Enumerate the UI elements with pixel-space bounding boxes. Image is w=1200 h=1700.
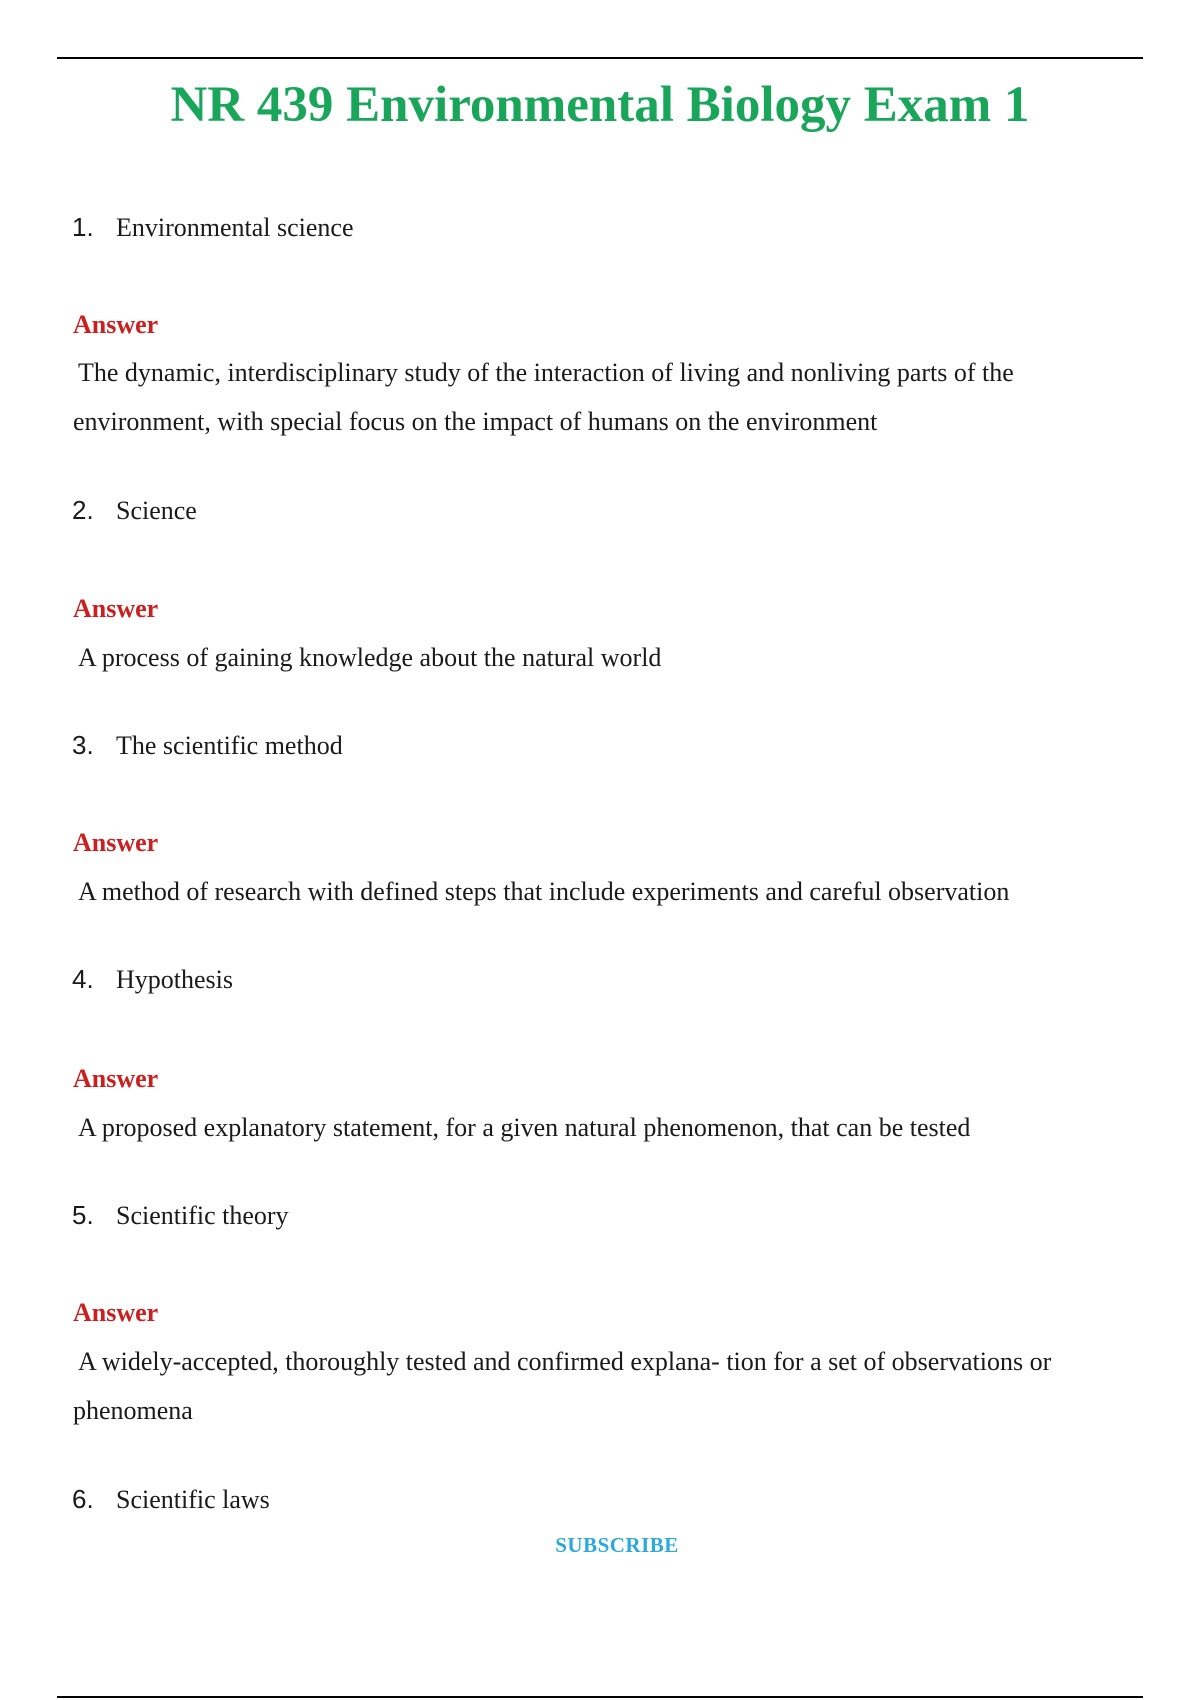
answer-label: Answer [73, 828, 159, 857]
answer-label: Answer [73, 594, 159, 623]
answer-label: Answer [73, 1064, 159, 1093]
page-title: NR 439 Environmental Biology Exam 1 [170, 77, 1030, 133]
question-term: Science [116, 496, 197, 525]
question-item-6 [72, 1482, 270, 1517]
question-number: 1. [72, 212, 94, 242]
question-item-4 [72, 962, 233, 997]
question-item-3 [72, 728, 343, 763]
subscribe-link[interactable]: SUBSCRIBE [555, 1533, 679, 1557]
answer-text: A method of research with defined steps that include experiments and careful observation [78, 877, 1010, 906]
question-term: Scientific theory [116, 1201, 289, 1230]
answer-text: A proposed explanatory statement, for a given natural phenomenon, that can be tested [78, 1113, 971, 1142]
question-term: The scientific method [116, 731, 343, 760]
bottom-divider [57, 1696, 1143, 1698]
answer-text: A widely-accepted, thoroughly tested and confirmed explana- tion for a set of observations or phenomena [73, 1347, 1052, 1425]
question-item-1 [72, 210, 354, 245]
answer-text: A process of gaining knowledge about the natural world [78, 643, 662, 672]
question-number: 2. [72, 495, 94, 525]
question-item-5 [72, 1198, 289, 1233]
question-number: 4. [72, 964, 94, 994]
answer-label: Answer [73, 310, 159, 339]
question-item-2 [72, 493, 197, 528]
answer-label: Answer [73, 1298, 159, 1327]
answer-text: The dynamic, interdisciplinary study of the interaction of living and nonliving parts of the environment, with special focus on the impact of humans on the environment [73, 358, 1014, 436]
question-number: 6. [72, 1484, 94, 1514]
question-number: 3. [72, 730, 94, 760]
question-term: Hypothesis [116, 965, 233, 994]
question-term: Scientific laws [116, 1485, 270, 1514]
top-divider [57, 57, 1143, 59]
question-term: Environmental science [116, 213, 354, 242]
question-number: 5. [72, 1200, 94, 1230]
